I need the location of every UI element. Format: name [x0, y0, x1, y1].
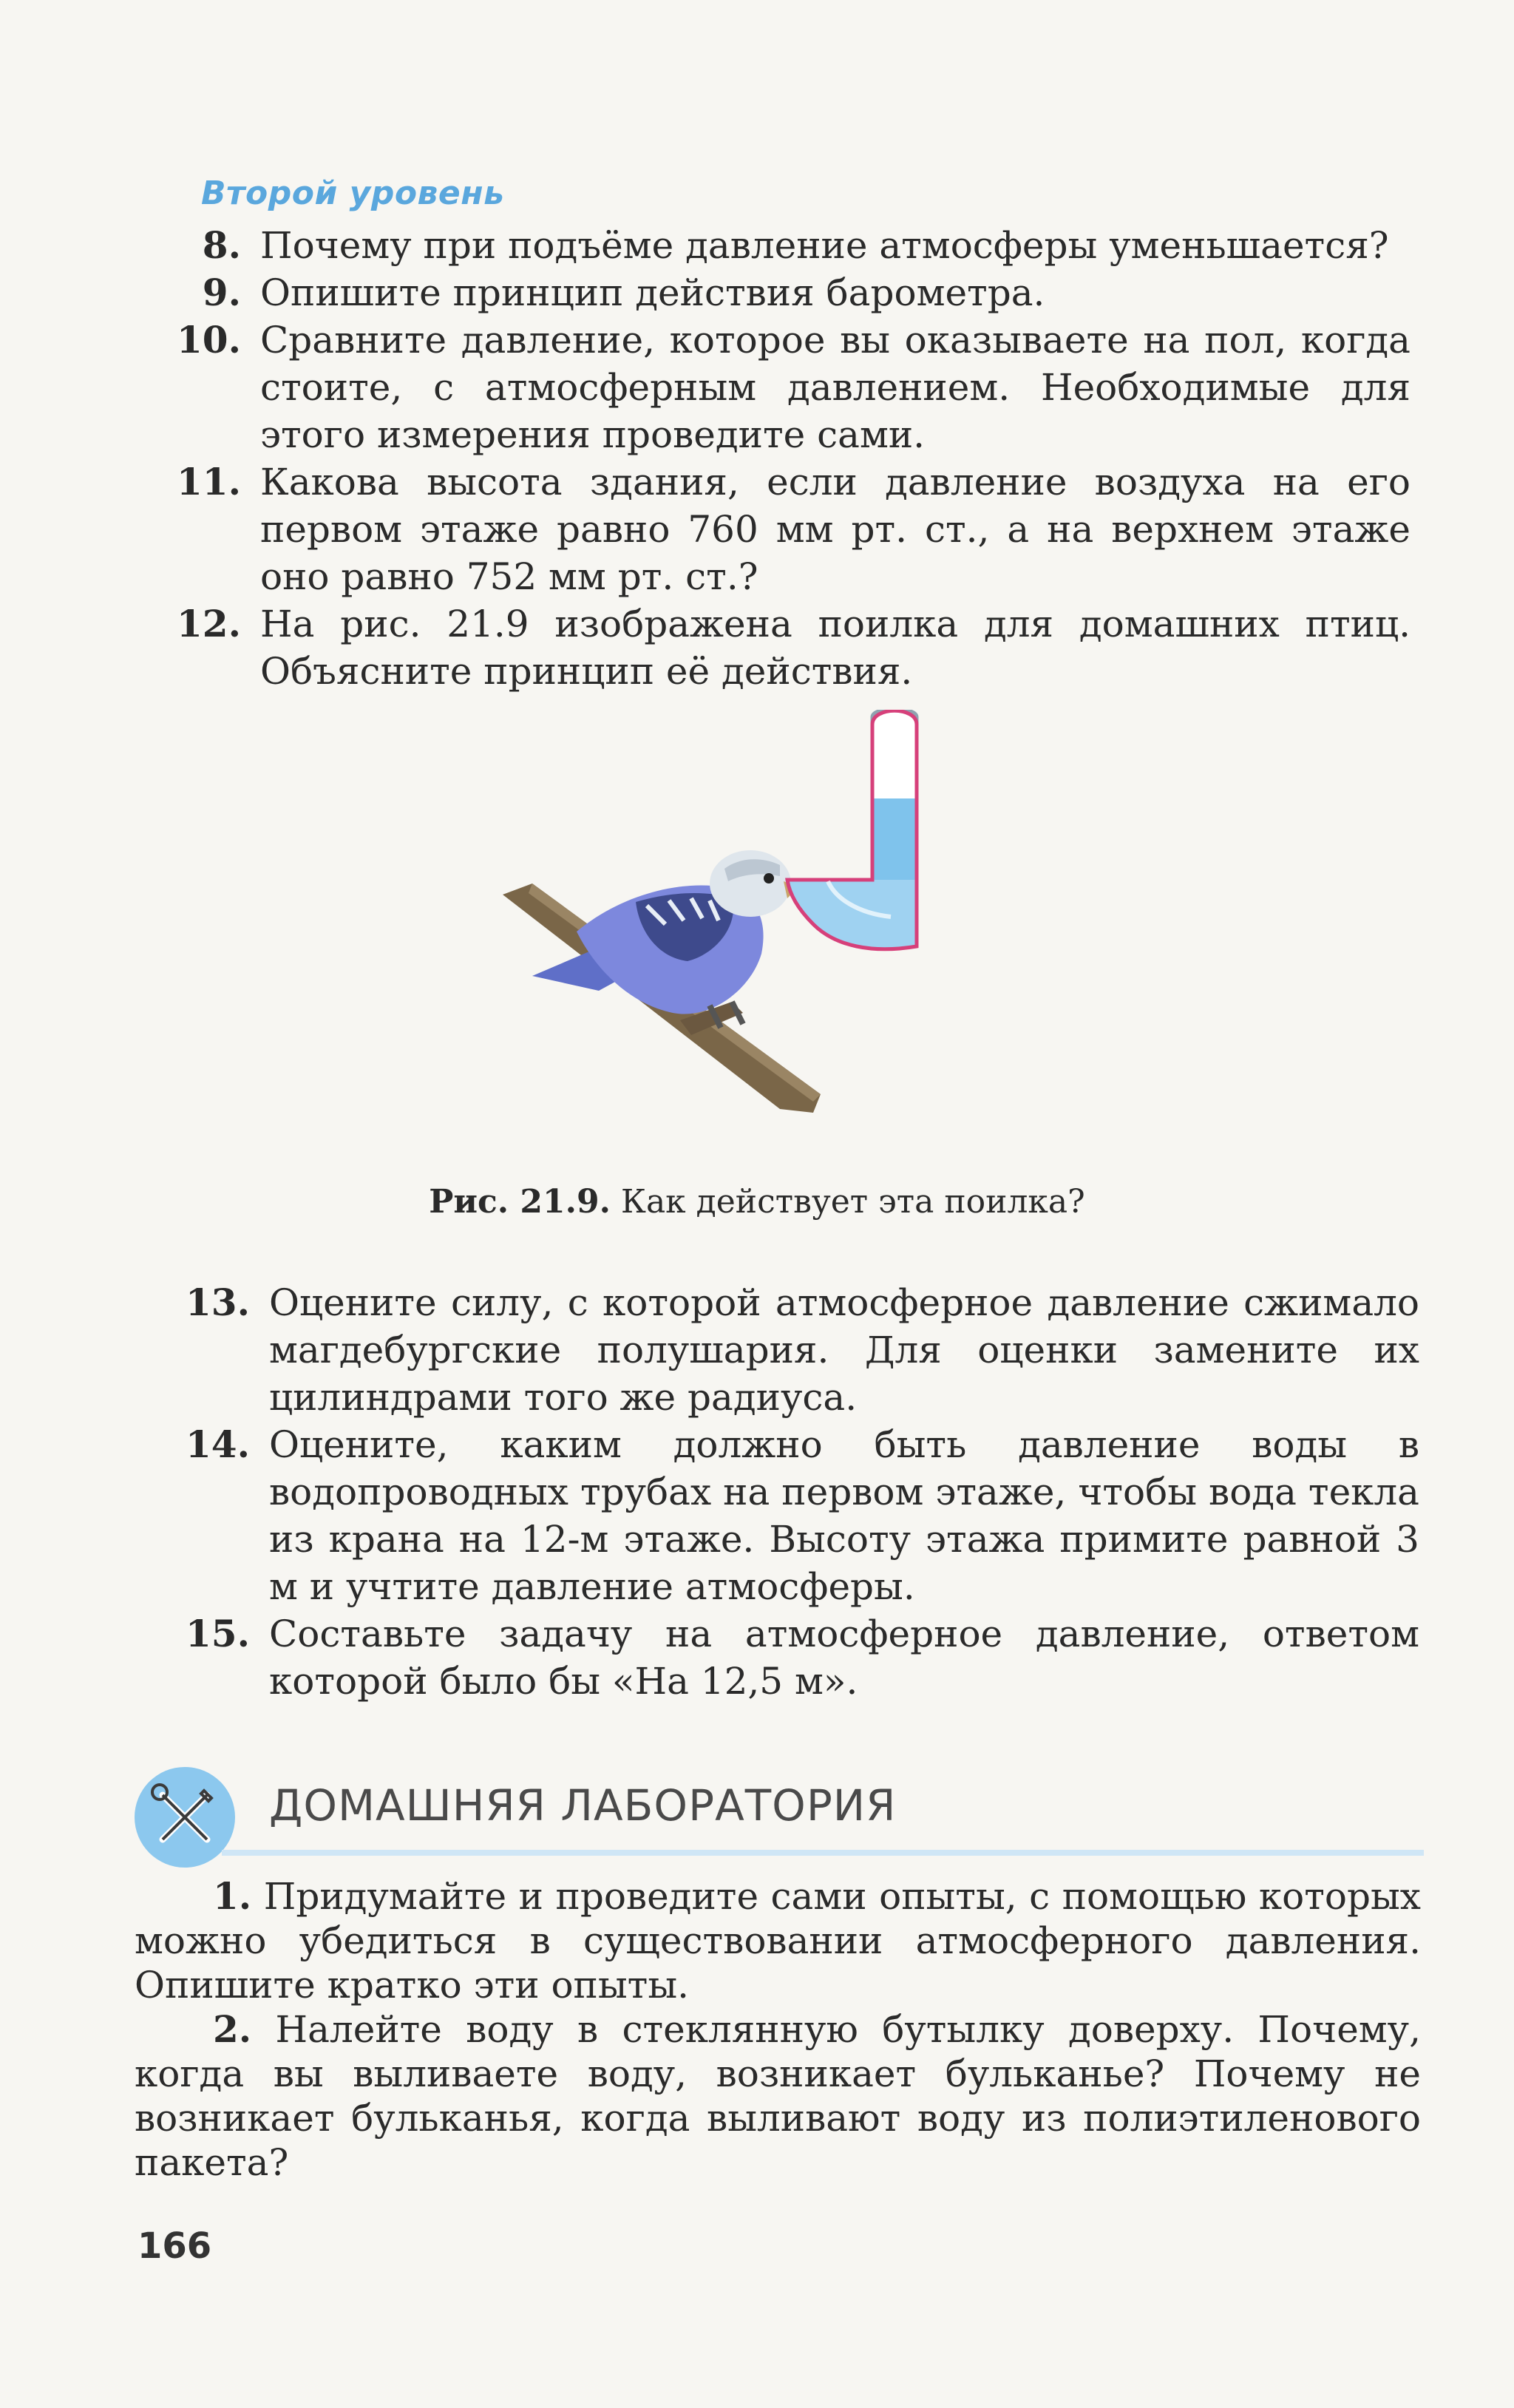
lab-task-number: 2.: [213, 2007, 252, 2051]
question-item: [0, 458, 1411, 600]
lab-section-title: ДОМАШНЯЯ ЛАБОРАТОРИЯ: [269, 1780, 897, 1831]
tools-icon: [135, 1767, 235, 1868]
question-item: [0, 316, 1411, 458]
question-text: Сравните давление, которое вы оказываете на пол, когда стоите, с атмосферным давлением. Необходимые для этого измерения проведите сами.: [260, 319, 1411, 456]
page-number: 166: [138, 2225, 212, 2267]
question-number: 13.: [186, 1281, 250, 1324]
lab-task-text: Налейте воду в стеклянную бутылку доверху. Почему, когда вы выливаете воду, возникает бульканье? Почему не возникает бульканья, когда выливают воду из полиэтиленового пакета?: [135, 2008, 1421, 2184]
question-item: [0, 269, 1411, 316]
question-item: [0, 1610, 1419, 1705]
water-dispenser: [787, 710, 917, 949]
question-text: Оцените силу, с которой атмосферное давление сжимало магдебургские полушария. Для оценки замените их цилиндрами того же радиуса.: [269, 1281, 1419, 1419]
question-text: Оцените, каким должно быть давление воды в водопроводных трубах на первом этаже, чтобы вода текла из крана на 12-м этаже. Высоту этажа примите равной 3 м и учтите давление атмосферы.: [269, 1423, 1419, 1608]
questions-list-top: [0, 222, 1514, 695]
figure-caption: [0, 1183, 1514, 1221]
question-text: Почему при подъёме давление атмосферы уменьшается?: [260, 224, 1389, 267]
question-item: [0, 1279, 1419, 1421]
question-number: 14.: [186, 1422, 250, 1466]
question-item: [0, 600, 1411, 695]
lab-task-text: Придумайте и проведите сами опыты, с помощью которых можно убедиться в существовании атмосферного давления. Опишите кратко эти опыты.: [135, 1875, 1421, 2007]
question-number: 12.: [177, 602, 241, 645]
question-text: На рис. 21.9 изображена поилка для домашних птиц. Объясните принцип её действия.: [260, 603, 1411, 693]
question-number: 15.: [186, 1612, 250, 1655]
question-number: 10.: [177, 318, 241, 362]
question-text: Составьте задачу на атмосферное давление, ответом которой было бы «На 12,5 м».: [269, 1612, 1419, 1703]
question-number: 9.: [202, 271, 241, 314]
questions-list-bottom: [0, 1279, 1514, 1705]
question-text: Опишите принцип действия барометра.: [260, 271, 1045, 314]
level-heading: Второй уровень: [201, 174, 505, 212]
section-divider: [222, 1850, 1424, 1856]
question-text: Какова высота здания, если давление воздуха на его первом этаже равно 760 мм рт. ст., а на верхнем этаже оно равно 752 мм рт. ст.?: [260, 461, 1411, 598]
lab-task: [135, 1874, 1421, 2007]
lab-tasks: [135, 1874, 1421, 2185]
wrench-screwdriver-icon: [135, 1767, 235, 1868]
figure-caption-text: Как действует эта поилка?: [620, 1183, 1085, 1221]
question-item: [0, 222, 1411, 269]
figure-bird-waterer: [488, 710, 1050, 1131]
question-number: 11.: [177, 460, 241, 503]
lab-task: [135, 2007, 1421, 2185]
question-number: 8.: [202, 223, 241, 267]
figure-label: Рис. 21.9.: [429, 1183, 611, 1221]
question-item: [0, 1421, 1419, 1610]
lab-task-number: 1.: [213, 1874, 252, 1918]
